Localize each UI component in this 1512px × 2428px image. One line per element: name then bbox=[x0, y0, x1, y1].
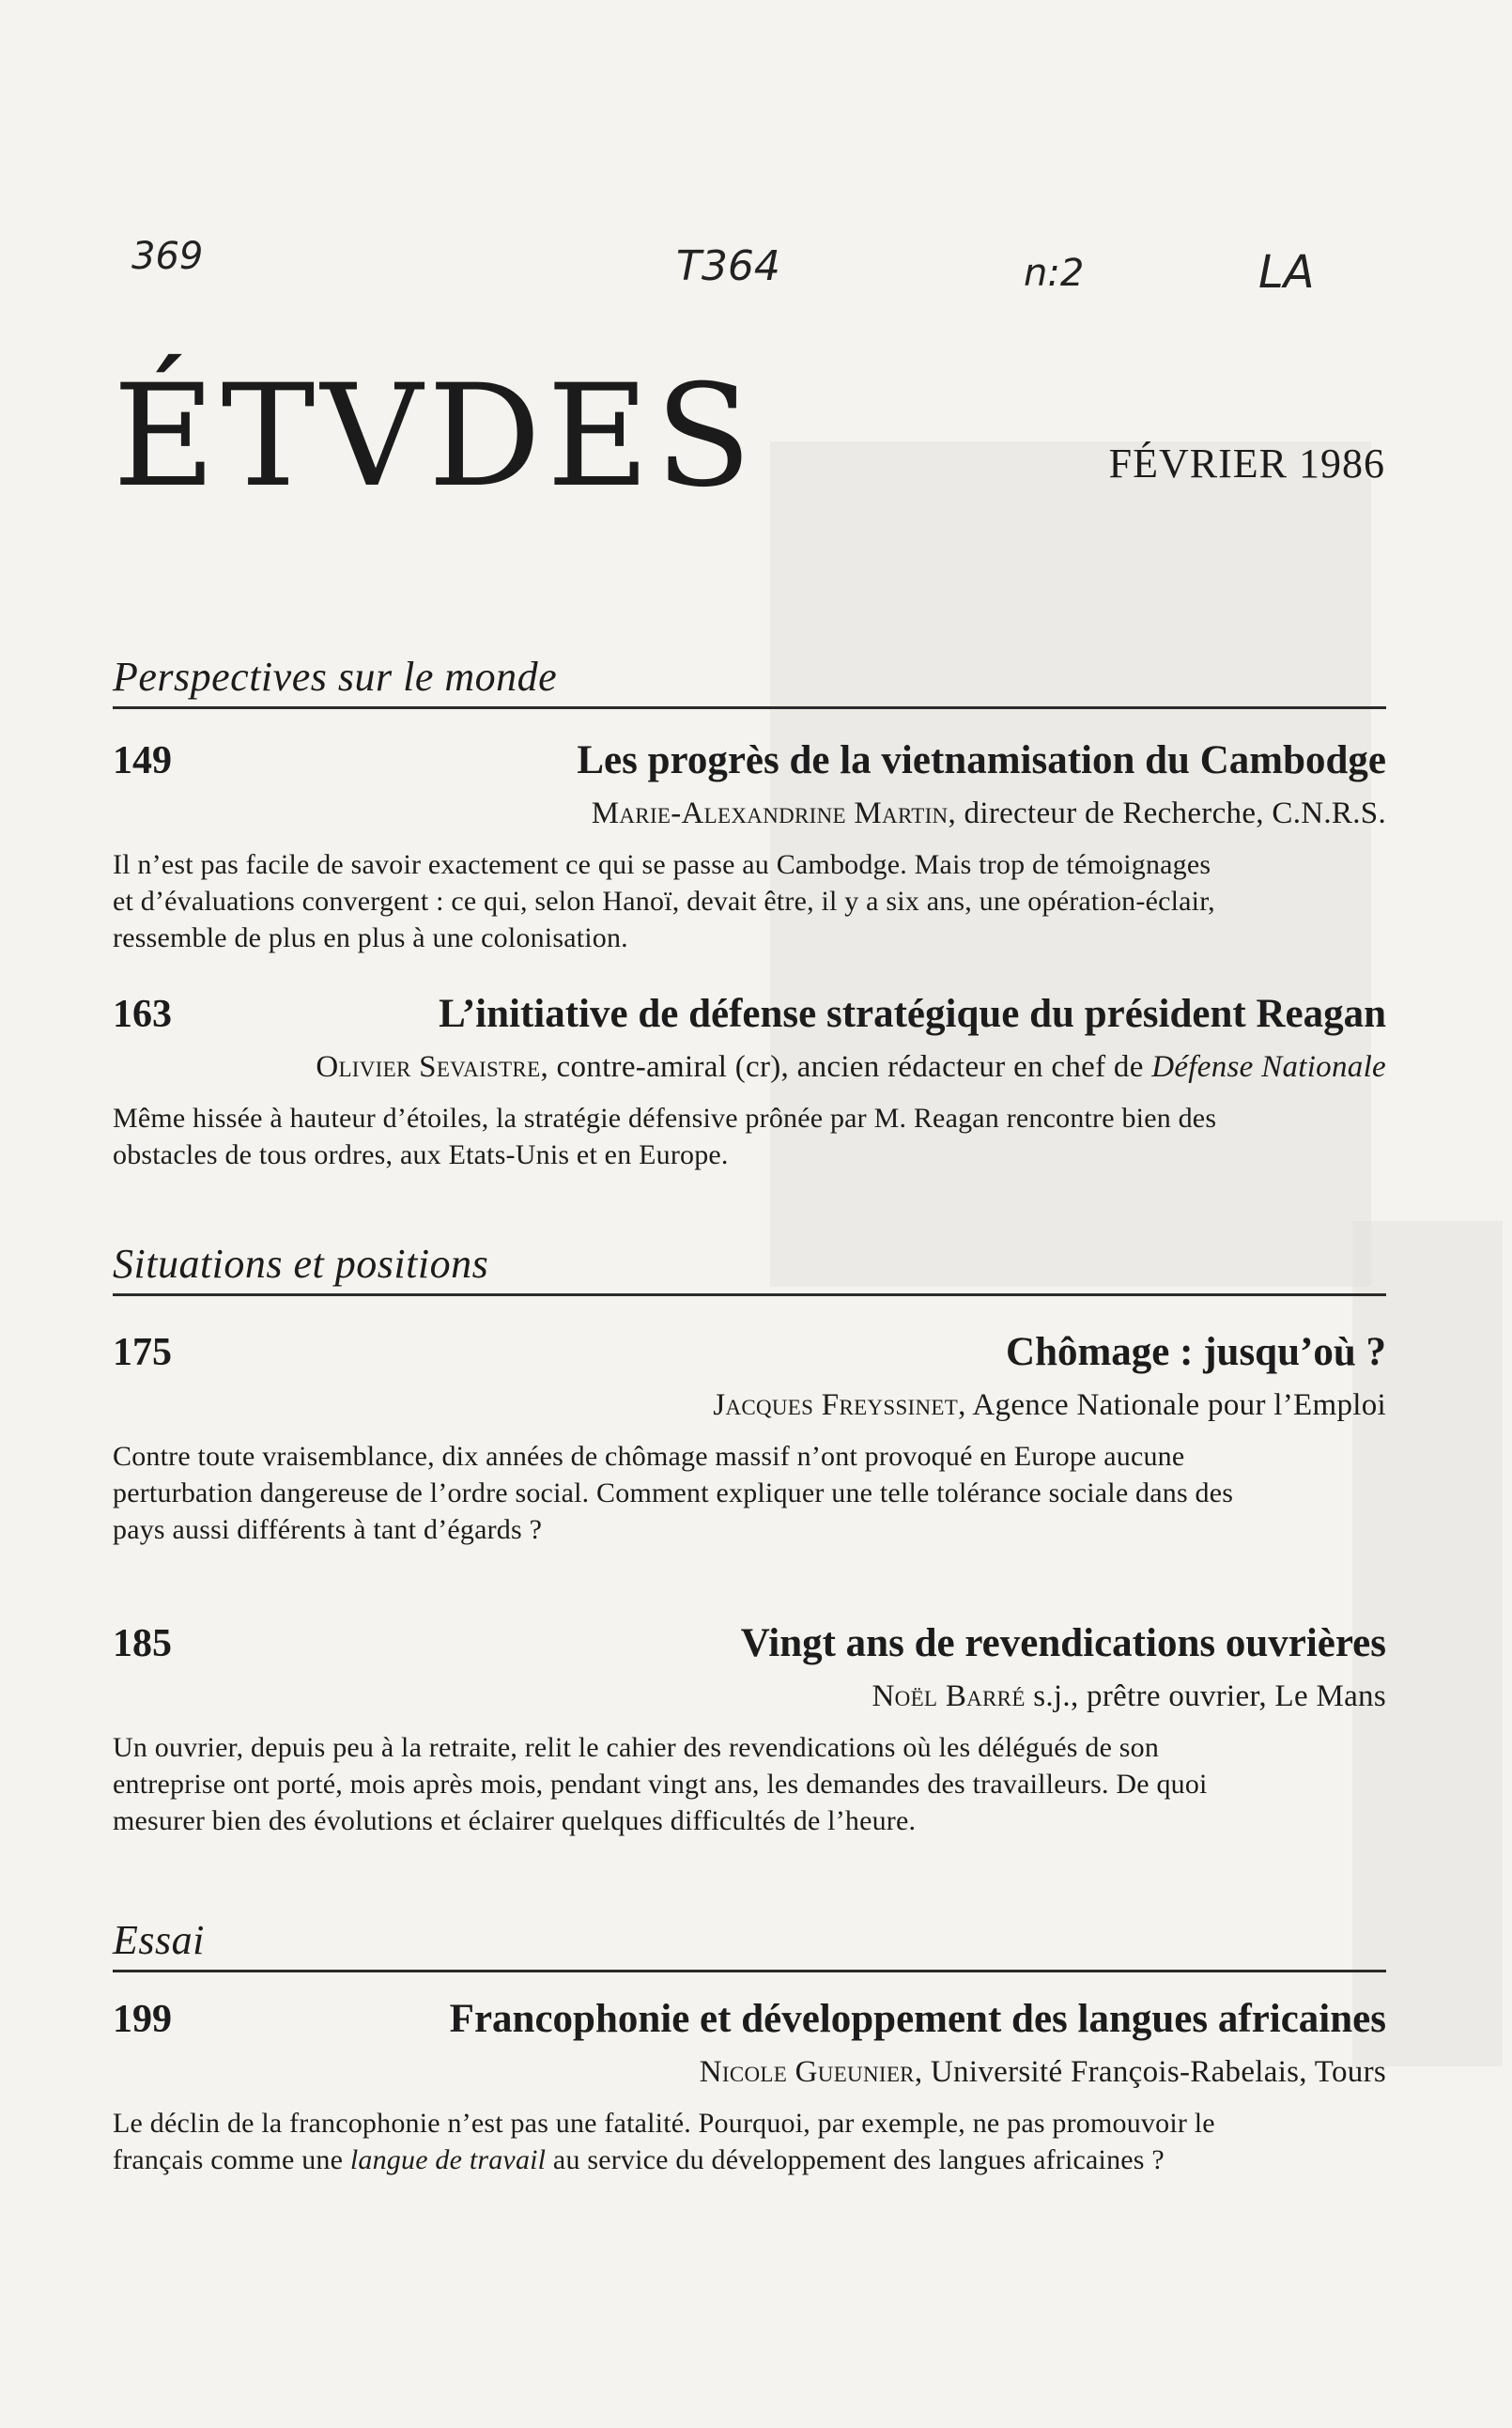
author-line bbox=[113, 1388, 1386, 1423]
author-line bbox=[113, 1679, 1386, 1714]
toc-entry bbox=[113, 991, 1386, 1173]
page-number: 175 bbox=[113, 1331, 172, 1374]
article-title: L’initiative de défense stratégique du président Reagan bbox=[439, 992, 1386, 1036]
author-affiliation: , Université François-Rabelais, Tours bbox=[914, 2055, 1386, 2089]
author-name: Jacques Freyssinet bbox=[713, 1388, 959, 1422]
article-summary: Contre toute vraisemblance, dix années de chômage massif n’ont provoqué en Europe aucune perturbation dangereuse de l’ordre social. Comment expliquer une telle tolérance sociale dans des pays aussi différents à tant d’égards ? bbox=[113, 1441, 1234, 1545]
toc-entry bbox=[113, 1996, 1386, 2178]
author-name: Nicole Gueunier bbox=[699, 2055, 915, 2089]
handwritten-note-center: T364 bbox=[676, 242, 780, 290]
handwritten-note-left: 369 bbox=[131, 235, 204, 278]
handwritten-note-right: n:2 bbox=[1024, 252, 1085, 295]
toc-entry bbox=[113, 1620, 1386, 1839]
author-line bbox=[113, 2055, 1386, 2090]
article-title: Chômage : jusqu’où ? bbox=[1006, 1330, 1386, 1374]
handwritten-note-far-right: LA bbox=[1258, 246, 1315, 299]
page-number: 199 bbox=[113, 1998, 172, 2041]
masthead-title: ÉTVDES bbox=[113, 355, 758, 518]
summary-italic-text: langue de travail bbox=[349, 2144, 547, 2175]
toc-entry bbox=[113, 1329, 1386, 1548]
page-number: 149 bbox=[113, 739, 172, 782]
article-summary: Un ouvrier, depuis peu à la retraite, relit le cahier des revendications où les délégués de son entreprise ont porté, mois après mois, pendant vingt ans, les demandes des travailleurs. De quoi mesurer bien des évolutions et éclairer quelques difficultés de l’heure. bbox=[113, 1732, 1208, 1836]
author-affiliation: , Agence Nationale pour l’Emploi bbox=[958, 1388, 1386, 1422]
page-number: 185 bbox=[113, 1622, 172, 1665]
author-affiliation: s.j., prêtre ouvrier, Le Mans bbox=[1025, 1679, 1386, 1713]
summary-text: Le déclin de la francophonie n’est pas une fatalité. Pourquoi, par exemple, ne pas promouvoir le français comme une bbox=[113, 2108, 1215, 2175]
author-line bbox=[113, 796, 1386, 831]
author-name: Noël Barré bbox=[872, 1679, 1026, 1713]
toc-entry bbox=[113, 737, 1386, 956]
author-affiliation: , contre-amiral (cr), ancien rédacteur en chef de bbox=[540, 1050, 1152, 1084]
section-heading: Essai bbox=[113, 1916, 1386, 1972]
author-name: Olivier Sevaistre bbox=[316, 1050, 541, 1084]
article-title: Francophonie et développement des langues africaines bbox=[449, 1997, 1386, 2041]
author-affiliation: , directeur de Recherche, C.N.R.S. bbox=[948, 796, 1386, 830]
author-line bbox=[113, 1050, 1386, 1085]
author-affiliation-italic: Défense Nationale bbox=[1151, 1050, 1386, 1084]
article-title: Vingt ans de revendications ouvrières bbox=[740, 1621, 1386, 1665]
summary-text: au service du développement des langues africaines ? bbox=[546, 2144, 1165, 2175]
article-summary: Il n’est pas facile de savoir exactement ce qui se passe au Cambodge. Mais trop de témoignages et d’évaluations convergent : ce qui, selon Hanoï, devait être, il y a six ans, une opération-éclair, ressemble de plus en plus à une colonisation. bbox=[113, 849, 1215, 953]
article-summary bbox=[113, 2105, 1235, 2178]
issue-date: FÉVRIER 1986 bbox=[1108, 441, 1385, 487]
section-heading: Perspectives sur le monde bbox=[113, 653, 1386, 709]
article-title: Les progrès de la vietnamisation du Cambodge bbox=[577, 738, 1386, 782]
author-name: Marie-Alexandrine Martin bbox=[591, 796, 949, 830]
page-number: 163 bbox=[113, 993, 172, 1036]
article-summary: Même hissée à hauteur d’étoiles, la stratégie défensive prônée par M. Reagan rencontre bien des obstacles de tous ordres, aux Etats-Unis et en Europe. bbox=[113, 1103, 1217, 1170]
section-heading: Situations et positions bbox=[113, 1240, 1386, 1296]
